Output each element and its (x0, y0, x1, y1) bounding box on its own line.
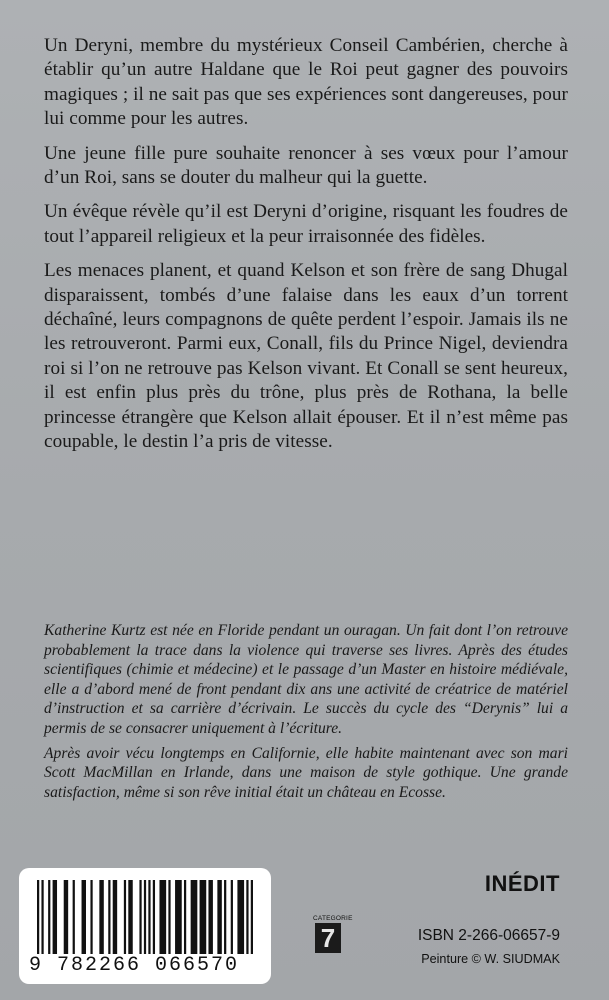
barcode-bar (251, 880, 253, 954)
blurb-paragraph-1: Un Deryni, membre du mystérieux Conseil Cambérien, cherche à établir qu’un autre Haldane que le Roi peut gagner des pouvoirs magiques ; il ne sait pas que ses expériences sont dangereuses, pour lui comme pour les autres. (44, 35, 568, 130)
barcode-bar (108, 880, 110, 954)
blurb-paragraph-4: Les menaces planent, et quand Kelson et son frère de sang Dhugal disparaissent, tombés d’une falaise dans les eaux d’un torrent déchaîné, leurs compagnons de quête perdent l’espoir. Jamais ils ne les retrouveront. Parmi eux, Conall, fils du Prince Nigel, deviendra roi si l’on ne retrouve pas Kelson vivant. Et Conall se sent heureux, il est enfin plus près du trône, plus près de Rothana, la belle princesse étrangère que Kelson allait épouser. Et il n’est même pas coupable, le destin l’a pris de vitesse. (44, 260, 568, 453)
barcode-bar (224, 880, 226, 954)
barcode-bar (41, 880, 43, 954)
barcode-bar (153, 880, 155, 954)
barcode-digits: 9 782266 066570 (29, 954, 240, 977)
categorie-badge (313, 915, 353, 953)
author-bio (44, 621, 568, 807)
barcode-bars (37, 880, 253, 954)
blurb-paragraph-3: Un évêque révèle qu’il est Deryni d’origine, risquant les foudres de tout l’appareil religieux et la peur irraisonnée des fidèles. (44, 201, 568, 247)
inedit-label: INÉDIT (484, 871, 560, 896)
barcode-bar (139, 880, 141, 954)
barcode-bar (82, 880, 86, 954)
barcode-bar (99, 880, 103, 954)
barcode-bar (159, 880, 166, 954)
barcode-bar (64, 880, 68, 954)
bio-paragraph-2: Après avoir vécu longtemps en Californie, elle habite maintenant avec son mari Scott MacMillan en Irlande, dans une maison de style gothique. Une grande satisfaction, même si son rêve initial était un château en Ecosse. (44, 744, 568, 801)
barcode-bar (208, 880, 212, 954)
categorie-number: 7 (315, 923, 341, 953)
barcode-bar (113, 880, 117, 954)
barcode-bar (231, 880, 233, 954)
barcode-bar (246, 880, 248, 954)
barcode-bar (168, 880, 170, 954)
cover-credit: Peinture © W. SIUDMAK (421, 952, 560, 966)
categorie-label: CATEGORIE (313, 915, 353, 922)
blurb-text (44, 34, 568, 465)
barcode-bar (90, 880, 92, 954)
barcode-bar (128, 880, 132, 954)
barcode-bar (48, 880, 50, 954)
blurb-paragraph-2: Une jeune fille pure souhaite renoncer à ses vœux pour l’amour d’un Roi, sans se douter du malheur qui la guette. (44, 142, 568, 189)
barcode-bar (237, 880, 244, 954)
isbn-text: ISBN 2-266-06657-9 (417, 927, 560, 944)
bio-paragraph-1: Katherine Kurtz est née en Floride pendant un ouragan. Un fait dont l’on retrouve probablement la trace dans la violence qui traverse ses livres. Après des études scientifiques (chimie et médecine) et le passage d’un Master en histoire médiévale, elle a d’abord mené de front pendant dix ans une activité de créatrice de matériel d’instruction et sa carrière d’écrivain. Le succès du cycle des “Derynis” lui a permis de se consacrer uniquement à l’écriture. (44, 622, 568, 737)
barcode-bar (124, 880, 126, 954)
barcode-bar (184, 880, 186, 954)
barcode-bar (200, 880, 207, 954)
barcode-bar (53, 880, 57, 954)
barcode-bar (73, 880, 75, 954)
barcode-bar (144, 880, 146, 954)
barcode (19, 868, 271, 984)
barcode-bar (148, 880, 150, 954)
barcode-bar (37, 880, 39, 954)
barcode-bar (175, 880, 182, 954)
barcode-bar (217, 880, 221, 954)
barcode-bar (191, 880, 198, 954)
